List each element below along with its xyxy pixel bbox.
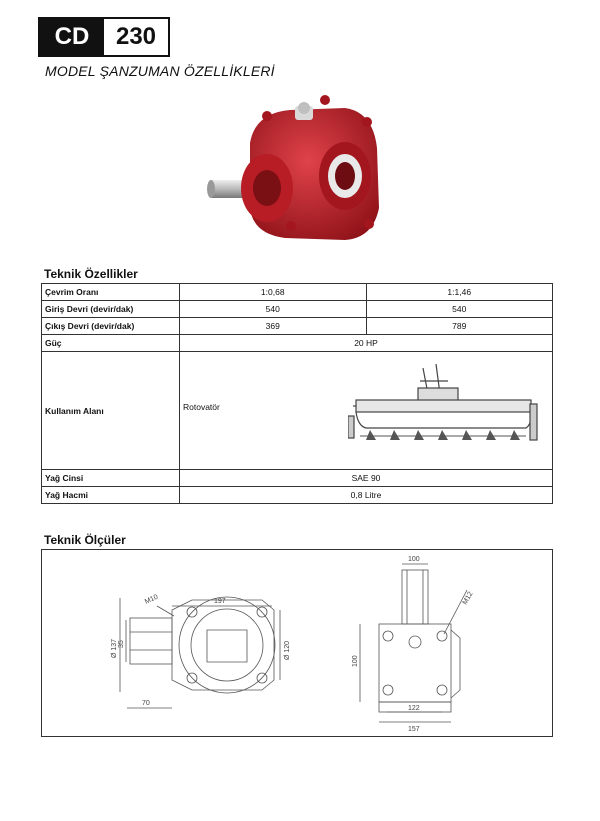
table-row <box>42 470 553 487</box>
oil-volume-label: Yağ Hacmi <box>42 487 180 504</box>
specs-title: Teknik Özellikler <box>44 267 138 281</box>
output-speed-2: 789 <box>366 318 553 335</box>
dim-side-bottom: 157 <box>408 726 420 733</box>
oil-type-label: Yağ Cinsi <box>42 470 180 487</box>
usage-value: Rotovatör <box>183 402 220 412</box>
ratio-label: Çevrim Oranı <box>42 284 180 301</box>
technical-drawing <box>42 550 552 736</box>
dim-front-outer-dia: Ø 137 <box>111 638 118 658</box>
dim-front-thread: M10 <box>143 593 160 606</box>
model-number: 230 <box>115 23 157 50</box>
dim-side-thread: M12 <box>461 590 475 606</box>
table-row <box>42 318 553 335</box>
power-value: 20 HP <box>180 335 553 352</box>
dim-side-top: 100 <box>408 556 420 563</box>
dim-side-bottom-inner: 122 <box>408 705 420 712</box>
output-speed-1: 369 <box>180 318 367 335</box>
brand-code: CD <box>40 19 104 55</box>
usage-label: Kullanım Alanı <box>42 352 180 470</box>
dim-front-flange-dia: Ø 120 <box>284 640 291 660</box>
dim-front-inner-dia: 35 <box>118 640 125 648</box>
table-row <box>42 487 553 504</box>
dim-front-width: 197 <box>214 598 226 605</box>
usage-cell <box>180 352 553 470</box>
table-row <box>42 335 553 352</box>
dimensions-panel <box>41 549 553 737</box>
ratio-1: 1:0,68 <box>180 284 367 301</box>
rotovator-illustration <box>348 356 538 464</box>
oil-volume-value: 0,8 Litre <box>180 487 553 504</box>
input-speed-2: 540 <box>366 301 553 318</box>
ratio-2: 1:1,46 <box>366 284 553 301</box>
table-row <box>42 352 553 470</box>
specs-table <box>41 283 553 504</box>
input-speed-label: Giriş Devri (devir/dak) <box>42 301 180 318</box>
dim-front-shaft-length: 70 <box>142 700 150 707</box>
dim-side-height: 100 <box>352 655 359 667</box>
oil-type-value: SAE 90 <box>180 470 553 487</box>
dims-title: Teknik Ölçüler <box>44 533 126 547</box>
gearbox-photo <box>195 88 395 258</box>
page-subtitle: MODEL ŞANZUMAN ÖZELLİKLERİ <box>45 63 275 79</box>
output-speed-label: Çıkış Devri (devir/dak) <box>42 318 180 335</box>
input-speed-1: 540 <box>180 301 367 318</box>
table-row <box>42 284 553 301</box>
model-badge <box>38 17 170 57</box>
power-label: Güç <box>42 335 180 352</box>
table-row <box>42 301 553 318</box>
